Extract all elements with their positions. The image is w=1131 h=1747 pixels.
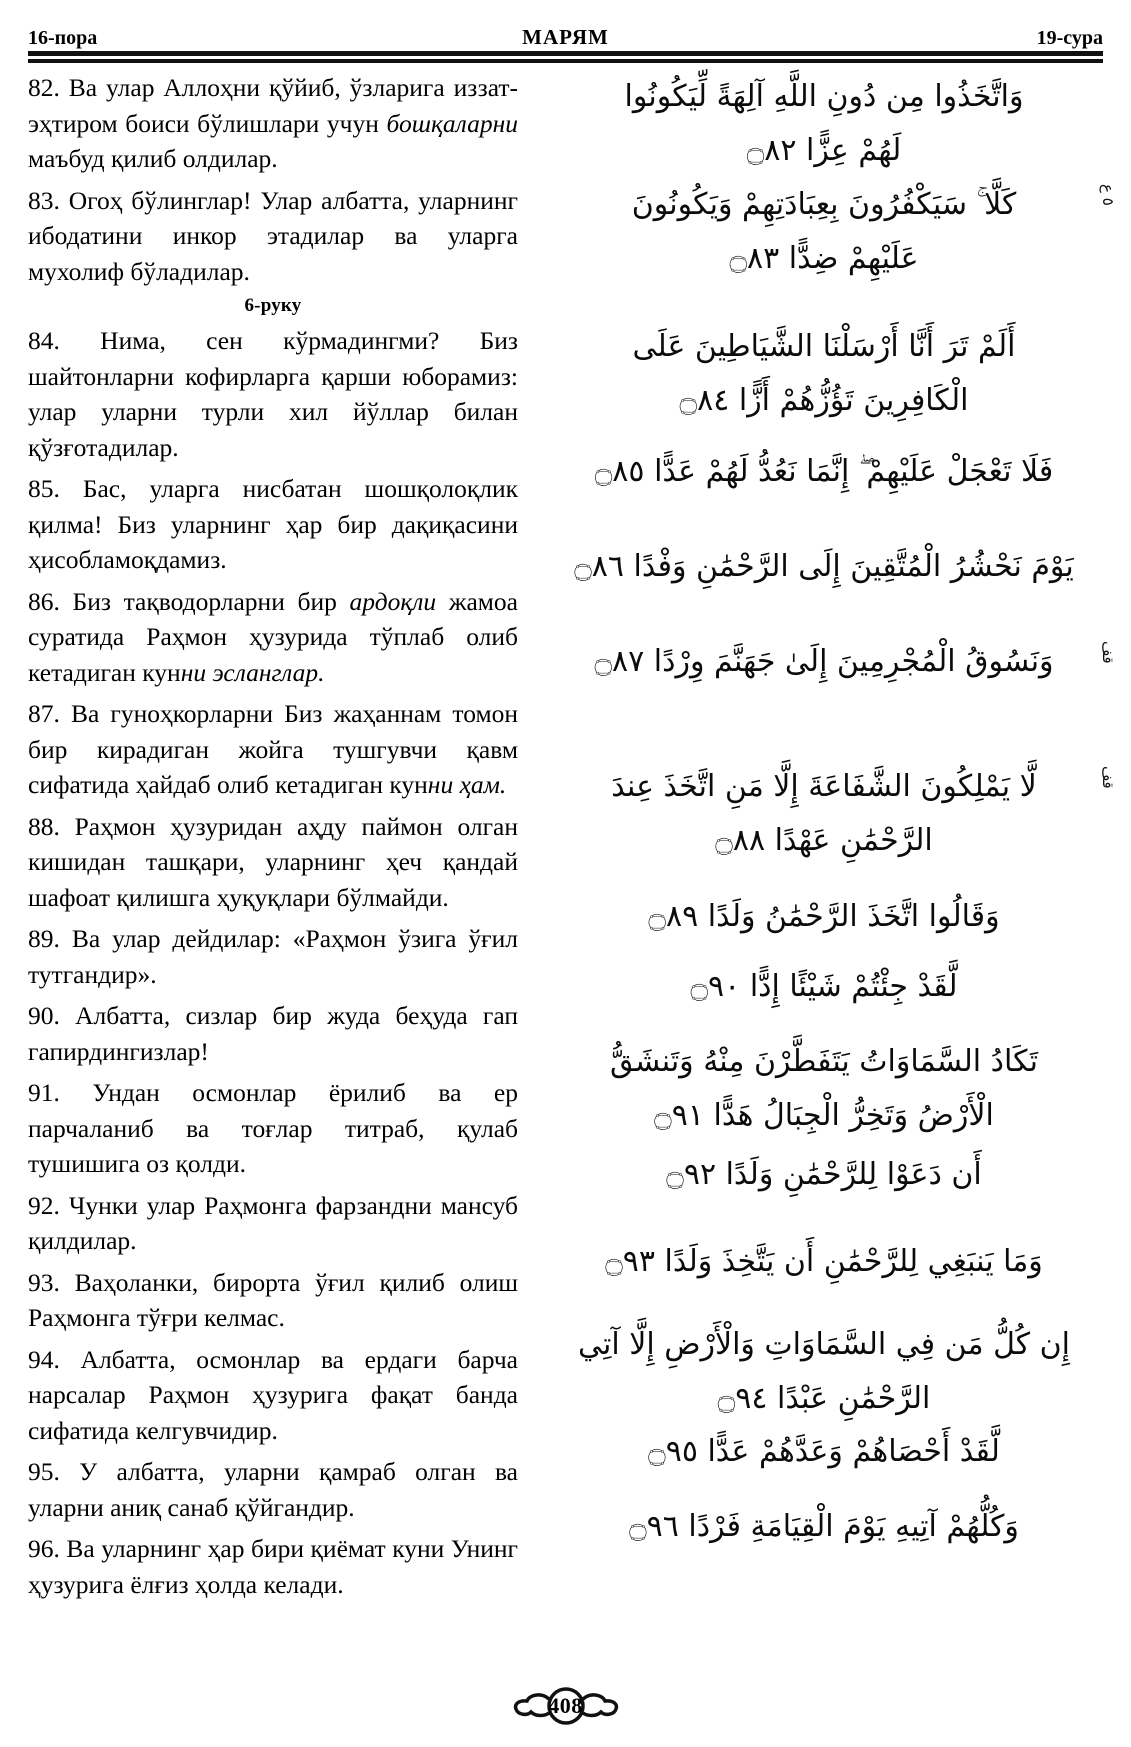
arabic-ayah-line: الرَّحْمَٰنِ عَهْدًا ۝٨٨ xyxy=(715,823,933,858)
verse-text-emphasis: бошқаларни xyxy=(386,108,518,138)
translation-verse xyxy=(28,921,518,992)
translation-verse xyxy=(28,1188,518,1259)
arabic-ayah-line: كَلَّا ۚ سَيَكْفُرُونَ بِعِبَادَتِهِمْ وَيَكُونُونَ xyxy=(631,187,1017,222)
verse-text-emphasis: ни ҳам. xyxy=(427,770,507,799)
arabic-ayah-line: وَمَا يَنبَغِي لِلرَّحْمَٰنِ أَن يَتَّخِذَ وَلَدًا ۝٩٣ xyxy=(605,1244,1043,1279)
arabic-margin-mark: قف xyxy=(1099,641,1117,664)
verse-number: 87. xyxy=(28,699,60,728)
page-number-ornament xyxy=(507,1683,625,1729)
verse-text: Раҳмон ҳузуридан аҳду паймон олган кишидан ташқари, уларнинг ҳеч қандай шафоат қилишга ҳуқуқлари бўлмайди. xyxy=(28,811,519,912)
arabic-ayah-line: فَلَا تَعْجَلْ عَلَيْهِمْ ۖ إِنَّمَا نَعُدُّ لَهُمْ عَدًّا ۝٨٥ xyxy=(594,454,1054,489)
arabic-ayah-line: أَلَمْ تَرَ أَنَّا أَرْسَلْنَا الشَّيَاطِينَ عَلَى xyxy=(632,329,1016,364)
arabic-ayah-block xyxy=(539,635,1117,689)
translation-verse xyxy=(28,1531,518,1602)
verse-number: 83. xyxy=(28,185,60,215)
verse-text: Ва уларнинг ҳар бири қиёмат куни Унинг ҳузурига ёлғиз ҳолда келади. xyxy=(28,1534,519,1599)
verse-text: Албатта, осмонлар ва ердаги барча нарсалар Раҳмон ҳузурига фақат банда сифатида келгувчидир. xyxy=(28,1344,519,1445)
arabic-margin-mark: ٥ ع xyxy=(1099,184,1117,206)
verse-text: Ундан осмонлар ёрилиб ва ер парчаланиб ва тоғлар титраб, қулаб тушишига оз қолди. xyxy=(28,1078,518,1178)
translation-verse xyxy=(28,1265,518,1336)
verse-number: 86. xyxy=(28,586,60,616)
divider-line-thin xyxy=(28,59,1103,63)
verse-number: 88. xyxy=(28,811,60,841)
translation-verse xyxy=(28,183,518,290)
arabic-ayah-line: لَّقَدْ جِئْتُمْ شَيْئًا إِدًّا ۝٩٠ xyxy=(690,969,958,1004)
translation-verse xyxy=(28,696,518,803)
translation-verse xyxy=(28,1454,518,1525)
page-number: 408 xyxy=(548,1693,583,1718)
header-surah-number-label: 19-сура xyxy=(1036,27,1103,49)
arabic-ayah-block xyxy=(539,320,1109,428)
arabic-ayah-line: وَقَالُوا اتَّخَذَ الرَّحْمَٰنُ وَلَدًا ۝٨٩ xyxy=(648,899,1000,934)
arabic-ayah-line: الْأَرْضُ وَتَخِرُّ الْجِبَالُ هَدًّا ۝٩١ xyxy=(654,1098,994,1133)
verse-text: маъбуд қилиб олдилар. xyxy=(28,144,278,173)
verse-text-emphasis: ардоқли xyxy=(349,586,437,616)
verse-number: 94. xyxy=(28,1344,60,1374)
verse-text: жамоа суратида Раҳмон ҳузурида тўплаб олиб кетадиган кун xyxy=(28,586,518,687)
translation-verse xyxy=(28,471,518,578)
arabic-ayah-block xyxy=(539,1235,1109,1289)
arabic-ayah-line: لَّا يَمْلِكُونَ الشَّفَاعَةَ إِلَّا مَنِ اتَّخَذَ عِندَ xyxy=(611,769,1037,804)
verse-text: Биз тақводорларни бир xyxy=(72,586,350,616)
arabic-ayah-block xyxy=(539,445,1109,499)
arabic-ayah-line: وَكُلُّهُمْ آتِيهِ يَوْمَ الْقِيَامَةِ فَرْدًا ۝٩٦ xyxy=(629,1509,1019,1544)
arabic-ayah-line: الرَّحْمَٰنِ عَبْدًا ۝٩٤ xyxy=(717,1381,931,1416)
verse-number: 89. xyxy=(28,924,60,953)
verse-text: Бас, уларга нисбатан шошқолоқлик қилма! Биз уларнинг ҳар бир дақиқасини ҳисобламоқдамиз. xyxy=(28,474,519,574)
translation-verse xyxy=(28,998,518,1069)
arabic-ayah-line: وَاتَّخَذُوا مِن دُونِ اللَّهِ آلِهَةً لِّيَكُونُوا xyxy=(624,79,1024,114)
verse-number: 91. xyxy=(28,1078,60,1107)
verse-text: Ва улар дейдилар: «Раҳмон ўзига ўғил тутгандир». xyxy=(28,924,519,989)
verse-number: 90. xyxy=(28,1001,60,1030)
translation-verse xyxy=(28,584,518,691)
verse-number: 85. xyxy=(28,474,60,503)
arabic-ayah-line: الْكَافِرِينَ تَؤُزُّهُمْ أَزًّا ۝٨٤ xyxy=(679,383,969,418)
arabic-ayah-line: لَهُمْ عِزًّا ۝٨٢ xyxy=(746,133,902,168)
verse-text-emphasis: ни эсланглар. xyxy=(180,657,325,687)
verse-text: Огоҳ бўлинглар! Улар албатта, уларнинг ибодатини инкор этадилар ва уларга мухолиф бўладилар. xyxy=(28,185,518,286)
verse-text: Чунки улар Раҳмонга фарзандни мансуб қилдилар. xyxy=(28,1190,519,1255)
verse-text: Ваҳоланки, бирорта ўғил қилиб олиш Раҳмонга тўғри келмас. xyxy=(28,1267,519,1332)
arabic-ayah-block xyxy=(539,70,1109,178)
page-body xyxy=(28,70,1117,1637)
header-divider xyxy=(28,51,1103,63)
arabic-ayah-line: تَكَادُ السَّمَاوَاتُ يَتَفَطَّرْنَ مِنْهُ وَتَنشَقُّ xyxy=(610,1044,1038,1079)
arabic-ayah-block xyxy=(539,1148,1109,1202)
arabic-ayah-line: أَن دَعَوْا لِلرَّحْمَٰنِ وَلَدًا ۝٩٢ xyxy=(666,1157,982,1192)
arabic-ayah-block xyxy=(539,1035,1109,1143)
translation-verse xyxy=(28,809,518,916)
verse-text: Ва гуноҳкорларни Биз жаҳаннам томон бир кирадиган жойга тушгувчи қавм сифатида ҳайдаб олиб кетадиган кун xyxy=(28,699,518,799)
arabic-ayah-line: إِن كُلُّ مَن فِي السَّمَاوَاتِ وَالْأَرْضِ إِلَّا آتِي xyxy=(578,1327,1070,1362)
page-footer xyxy=(0,1683,1131,1729)
arabic-ayah-block xyxy=(539,1425,1109,1479)
verse-text: Албатта, сизлар бир жуда беҳуда гап гапирдингизлар! xyxy=(28,1001,518,1066)
verse-text: Нима, сен кўрмадингми? Биз шайтонларни кофирларга қарши юборамиз: улар уларни турли хил йўллар билан қўзғотадилар. xyxy=(28,326,518,462)
arabic-ayah-block xyxy=(539,760,1117,868)
verse-text: У албатта, уларни қамраб олган ва уларни аниқ санаб қўйгандир. xyxy=(28,1457,518,1522)
header-surah-title: МАРЯМ xyxy=(522,25,609,49)
ruku-label: 6-руку xyxy=(244,295,302,316)
arabic-ayah-line: عَلَيْهِمْ ضِدًّا ۝٨٣ xyxy=(729,241,919,276)
verse-text: Ва улар Аллоҳни қўйиб, ўзларига иззат-эҳтиром боиси бўлишлари учун xyxy=(28,73,518,138)
arabic-ayah-line: وَنَسُوقُ الْمُجْرِمِينَ إِلَىٰ جَهَنَّمَ وِرْدًا ۝٨٧ xyxy=(594,644,1054,679)
translation-verse xyxy=(28,323,518,465)
arabic-ayah-block xyxy=(539,1500,1109,1554)
verse-number: 93. xyxy=(28,1267,60,1297)
header-juz-label: 16-пора xyxy=(28,27,98,49)
verse-number: 82. xyxy=(28,73,60,102)
translation-verse xyxy=(28,1342,518,1449)
arabic-ayah-block xyxy=(539,1318,1109,1426)
translation-verse xyxy=(28,1075,518,1182)
verse-number: 92. xyxy=(28,1190,60,1220)
arabic-ayah-line: لَّقَدْ أَحْصَاهُمْ وَعَدَّهُمْ عَدًّا ۝٩٥ xyxy=(648,1434,1000,1469)
page-header xyxy=(28,16,1103,50)
verse-number: 84. xyxy=(28,326,60,355)
arabic-ayah-block xyxy=(539,178,1117,286)
translation-verse xyxy=(28,70,518,177)
verse-number: 95. xyxy=(28,1457,60,1486)
arabic-ayah-block xyxy=(539,960,1109,1014)
translation-column xyxy=(28,70,518,1608)
arabic-ayah-block xyxy=(539,890,1109,944)
arabic-margin-mark: قف xyxy=(1099,766,1117,789)
arabic-ayah-block xyxy=(539,540,1109,594)
arabic-ayah-line: يَوْمَ نَحْشُرُ الْمُتَّقِينَ إِلَى الرَّحْمَٰنِ وَفْدًا ۝٨٦ xyxy=(574,549,1074,584)
verse-number: 96. xyxy=(28,1534,60,1563)
